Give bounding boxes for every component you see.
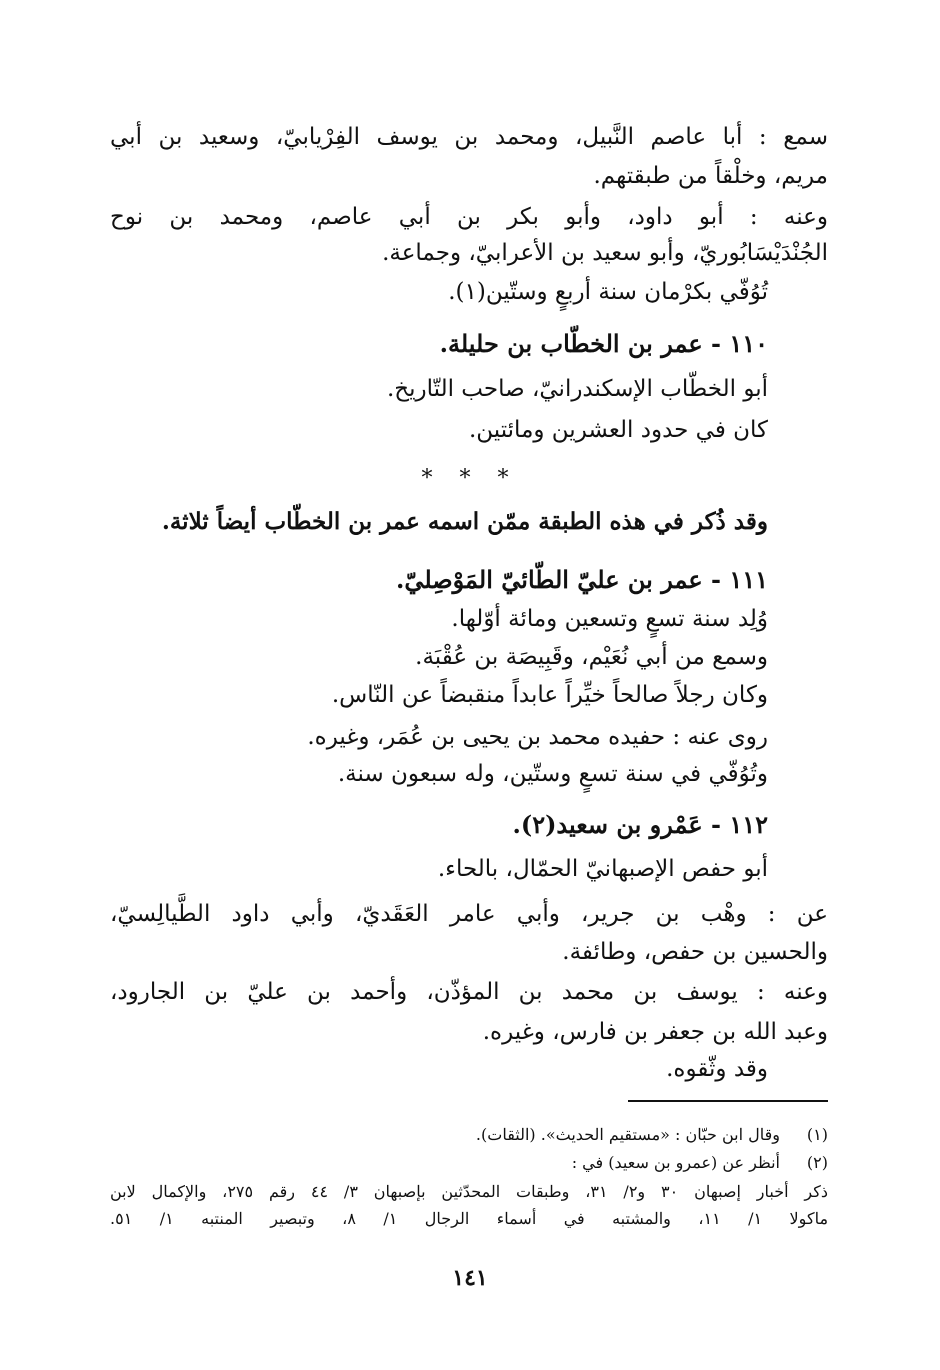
text-line: مريم، وخلْقاً من طبقتهم.	[593, 163, 828, 189]
text-line: وُلِد سنة تسعٍ وتسعين ومائة أوّلها.	[451, 606, 768, 632]
page-number: ١٤١	[452, 1265, 488, 1291]
footnote-number: (٢)	[806, 1153, 828, 1172]
text-line: وكان رجلاً صالحاً خيِّراً عابداً منقبضاً عن النّاس.	[331, 682, 768, 708]
text-line: والحسين بن حفص، وطائفة.	[562, 939, 828, 965]
footnote-text: ماكولا ١/ ١١، والمشتبه في أسماء الرجال ١/ ٨، وتبصير المنتبه ١/ ٥١.	[110, 1209, 829, 1228]
footnote-text: وقال ابن حبّان : «مستقيم الحديث». (الثقات).	[475, 1125, 780, 1144]
text-line: وقد وثّقوه.	[666, 1056, 768, 1082]
text-line: وتُوُفّي في سنة تسعٍ وستّين، وله سبعون سنة.	[337, 761, 768, 787]
text-line: كان في حدود العشرين ومائتين.	[468, 417, 768, 443]
text-line: أبو حفص الإصبهانيّ الحمّال، بالحاء.	[437, 856, 768, 882]
text-line: عن : وهْب بن جرير، وأبي عامر العَقَديّ، وأبي داود الطَّيالِسيّ،	[110, 901, 828, 927]
text-line: وعبد الله بن جعفر بن فارس، وغيره.	[482, 1019, 828, 1045]
text-line: الجُنْدَيْسَابُوريّ، وأبو سعيد بن الأعرابيّ، وجماعة.	[382, 240, 828, 266]
footnote-text: أنظر عن (عمرو بن سعيد) في :	[571, 1153, 780, 1172]
section-note: وقد ذُكر في هذه الطبقة ممّن اسمه عمر بن الخطّاب أيضاً ثلاثة.	[161, 508, 768, 535]
footnote-separator	[628, 1100, 828, 1102]
text-line: وعنه : أبو داود، وأبو بكر بن أبي عاصم، ومحمد بن نوح	[110, 204, 828, 230]
entry-heading-111: ١١١ - عمر بن عليّ الطّائيّ المَوْصِليّ.	[395, 565, 768, 594]
entry-heading-112: ١١٢ - عَمْرو بن سعيد(٢).	[512, 810, 768, 839]
footnote-number: (١)	[806, 1125, 828, 1144]
footnote-text: ذكر أخبار إصبهان ٣٠ و٢/ ٣١، وطبقات المحدّثين بإصبهان ٣/ ٤٤ رقم ٢٧٥، والإكمال لابن	[110, 1182, 828, 1201]
text-line: وعنه : يوسف بن محمد بن المؤذّن، وأحمد بن عليّ بن الجارود،	[110, 979, 828, 1005]
text-line: سمع : أبا عاصم النَّبيل، ومحمد بن يوسف الفِرْيابيّ، وسعيد بن أبي	[110, 124, 828, 150]
text-line: وسمع من أبي نُعَيْم، وقَبِيصَة بن عُقْبَة.	[415, 644, 768, 670]
section-separator: * * *	[421, 466, 519, 491]
text-line: روى عنه : حفيده محمد بن يحيى بن عُمَر، وغيره.	[307, 724, 768, 750]
text-line: تُوُفّي بكرْمان سنة أربعٍ وستّين(١).	[448, 279, 768, 305]
entry-heading-110: ١١٠ - عمر بن الخطّاب بن حليلة.	[439, 329, 768, 358]
text-line: أبو الخطّاب الإسكندرانيّ، صاحب التّاريخ.	[386, 376, 768, 402]
